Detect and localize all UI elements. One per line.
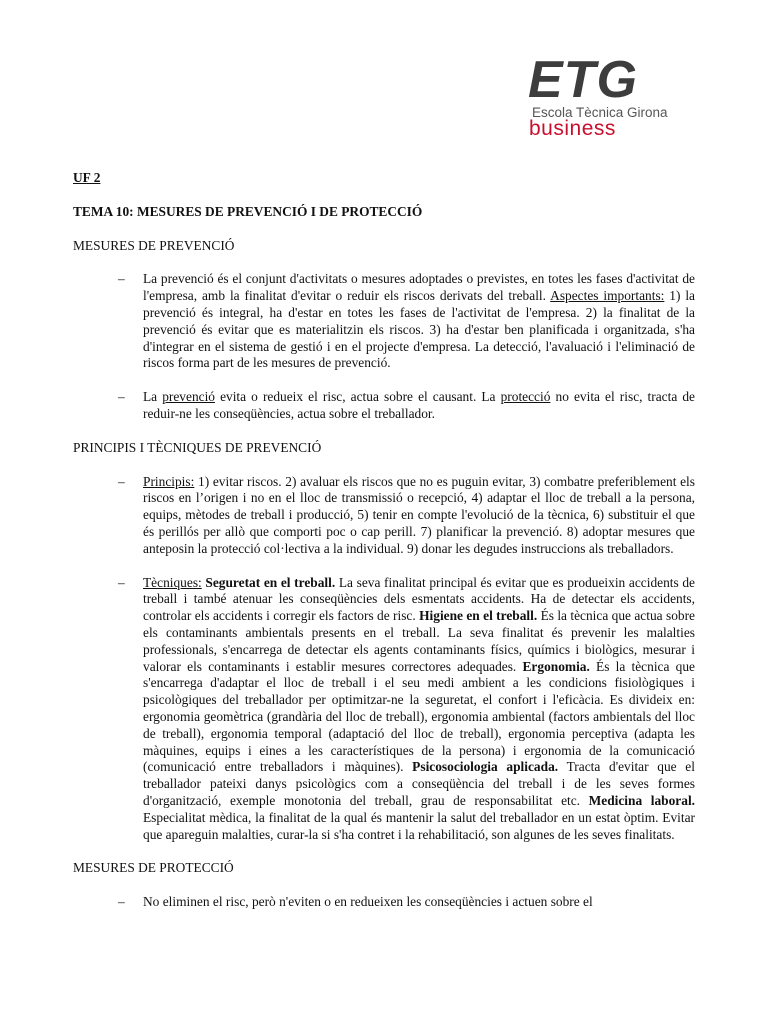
item-text: Tracta d'evitar que el treballador pateixi danys psicològics com a conseqüència del treball i de les seves formes d'organització, exemple monotonia del treball, grau de responsabilitat etc. (143, 759, 695, 808)
topic-title: TEMA 10: MESURES DE PREVENCIÓ I DE PROTECCIÓ (73, 203, 423, 219)
item-label: Aspectes importants: (550, 288, 665, 304)
item-text: Especialitat mèdica, la finalitat de la qual és mantenir la salut del treballador en un estat òptim. Evitar que apareguin malalties, curar-la si s'ha contret i la rehabilitació, son algunes de les seves finalitats. (143, 809, 695, 842)
item-label: Tècniques: (143, 574, 202, 590)
document-body (73, 170, 695, 928)
list-item (73, 894, 695, 911)
section-heading-principis: PRINCIPIS I TÈCNIQUES DE PREVENCIÓ (73, 439, 322, 455)
list-item (73, 474, 695, 558)
bullet-dash: – (118, 894, 125, 910)
bullet-dash: – (118, 389, 125, 405)
section-heading-prevencio: MESURES DE PREVENCIÓ (73, 237, 235, 253)
term-bold: Higiene en el treball. (419, 608, 538, 624)
section-heading-proteccio: MESURES DE PROTECCIÓ (73, 860, 234, 876)
bullet-dash: – (118, 574, 125, 590)
list-item (73, 575, 695, 844)
term-bold: Psicosociologia aplicada. (412, 759, 559, 775)
item-text: És la tècnica que s'encarrega d'adaptar el lloc de treball i el seu medi ambient a les condicions fisiològiques i psicològiques del treballador per optimitzar-ne la seguretat, el confort i l'eficàcia. Es divideix en: ergonomia geomètrica (grandària del lloc de treball), ergonomia ambiental (factors ambientals del lloc de treball), ergonomia temporal (adaptació del lloc de treball), ergonomia perceptiva (adapta les màquines, equips i eines a les característiques de la persona) i ergonomia de la comunicació (comunicació entre treballadors i màquines). (143, 658, 695, 775)
bullet-dash: – (118, 271, 125, 287)
item-label: Principis: (143, 473, 195, 489)
logo-subtitle: Escola Tècnica Girona (532, 105, 668, 120)
item-text: evita o redueix el risc, actua sobre el causant. La (215, 389, 501, 405)
logo-tagline: business (529, 117, 616, 140)
term-bold: Seguretat en el treball. (205, 574, 336, 590)
item-text: 1) la prevenció és integral, ha d'estar en totes les fases de l'activitat de l'empresa. 2) la finalitat de la prevenció és evitar que es materialitzin els riscos. 3) ha d'estar ben planificada i organitzada, s'ha d'integrar en el sistema de gestió i en el projecte d'empresa. La detecció, l'avaluació i l'eliminació de riscos forma part de les mesures de prevenció. (143, 288, 696, 371)
list-item (73, 271, 695, 372)
term-prevencio: prevenció (162, 389, 215, 405)
list-item (73, 389, 695, 423)
item-text: La prevenció és el conjunt d'activitats o mesures adoptades o previstes, en totes les fases d'activitat de l'empresa, amb la finalitat d'evitar o reduir els riscos derivats del treball. (143, 271, 695, 304)
unit-heading: UF 2 (73, 170, 101, 185)
term-proteccio: protecció (500, 389, 551, 405)
item-text: La (143, 389, 163, 405)
item-text: 1) evitar riscos. 2) avaluar els riscos que no es puguin evitar, 3) combatre preferiblement els riscos en l’origen i no en el lloc de transmissió o recepció, 4) adaptar el lloc de treball a la persona, equips, mètodes de treball i producció, 5) tenir en compte l'evolució de la tècnica, 6) substituir el que és perillós per allò que comporti poc o cap perill. 7) planificar la prevenció. 8) adoptar mesures que anteposin la protecció col·lectiva a la individual. 9) donar les degudes instruccions als treballadors. (143, 473, 695, 556)
item-text: no evita el risc, tracta de reduir-ne les conseqüències, actua sobre el treballador. (143, 389, 696, 421)
item-text: No eliminen el risc, però n'eviten o en redueixen les conseqüències i actuen sobre el (143, 894, 593, 910)
term-bold: Medicina laboral. (588, 792, 696, 808)
logo-mark: ETG (528, 51, 638, 109)
item-text: La seva finalitat principal és evitar que es produeixin accidents de treball i també atenuar les conseqüències dels esmentats accidents. Ha de detectar els accidents, controlar els accidents i corregir els factors de risc. (143, 574, 695, 624)
etg-logo (528, 51, 678, 141)
item-text: És la tècnica que actua sobre els contaminants ambientals presents en el treball. La seva finalitat és prevenir les malalties professionals, s'encarrega de detectar els agents contaminants físics, químics i biològics, mesurar i valorar els contaminants i establir mesures correctores adequades. (143, 608, 695, 674)
bullet-dash: – (118, 473, 125, 489)
term-bold: Ergonomia. (522, 658, 590, 674)
